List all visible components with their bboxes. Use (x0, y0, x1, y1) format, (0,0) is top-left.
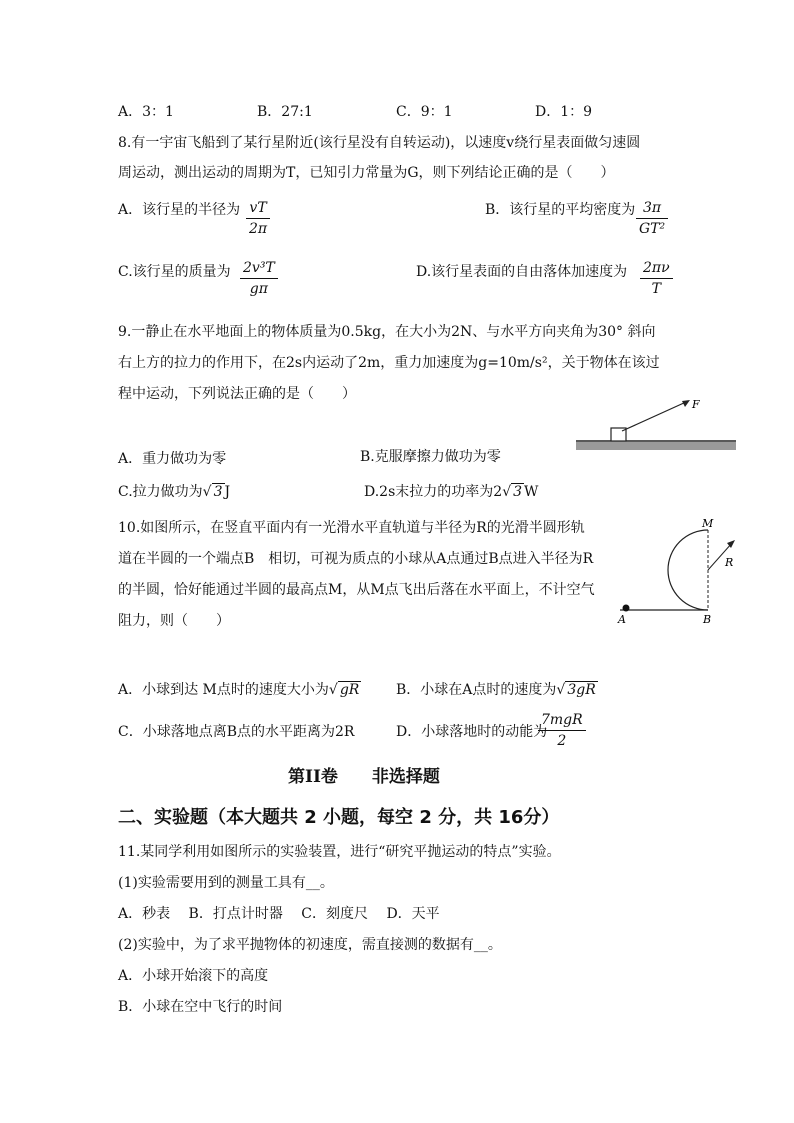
section-ii-title: 第II卷 非选择题 (288, 767, 440, 787)
q10-d-denominator: 2 (538, 730, 586, 751)
q10-stem-line4: 阻力，则（ ） (118, 613, 230, 629)
q8-option-d-label: D.该行星表面的自由落体加速度为 (416, 264, 628, 280)
ground-hatching (576, 442, 736, 450)
q10-a-radicand: gR (339, 682, 360, 698)
q8-option-b-fraction (636, 198, 668, 239)
q8-b-denominator: GT² (636, 218, 668, 239)
q9-d-radicand: 3 (513, 484, 523, 500)
label-r: R (725, 556, 734, 569)
q10-figure-semicircle-track (612, 515, 762, 630)
q10-stem-line2: 道在半圆的一个端点B 相切，可视为质点的小球从A点通过B点进入半径为R (118, 551, 594, 567)
q9-c-prefix: C.拉力做功为 (118, 484, 203, 500)
section-experiment-title: 二、实验题（本大题共 2 小题，每空 2 分，共 16分） (118, 807, 560, 828)
q7-option-b: B．27:1 (257, 104, 313, 120)
q10-option-d-label: D．小球落地时的动能为 (396, 724, 548, 740)
q9-stem-line2: 右上方的拉力的作用下，在2s内运动了2m，重力加速度为g=10m/s²，关于物体在该过 (118, 355, 660, 371)
q11-sub1: (1)实验需要用到的测量工具有__。 (118, 875, 334, 891)
q9-option-c (118, 482, 230, 502)
q8-option-a-label: A．该行星的半径为 (118, 202, 241, 218)
q7-option-c: C．9：1 (396, 104, 453, 120)
q10-b-sqrt: √ 3gR (556, 682, 596, 698)
q8-c-numerator: 2v³T (243, 260, 275, 276)
label-b: B (703, 613, 712, 626)
q9-stem-line3: 程中运动，下列说法正确的是（ ） (118, 386, 356, 402)
q8-stem-line1: 8.有一宇宙飞船到了某行星附近(该行星没有自转运动)，以速度v绕行星表面做匀速圆 (118, 135, 641, 151)
force-arrow (622, 402, 686, 431)
q9-d-unit: W (524, 484, 539, 500)
q9-stem-line1: 9.一静止在水平地面上的物体质量为0.5kg，在大小为2N、与水平方向夹角为30° 斜向 (118, 324, 656, 340)
q9-option-b: B.克服摩擦力做功为零 (360, 449, 501, 465)
q9-option-a: A．重力做功为零 (118, 451, 227, 467)
q11-sub1-options: A．秒表 B．打点计时器 C．刻度尺 D．天平 (118, 906, 440, 922)
q8-option-d-fraction (640, 258, 673, 299)
q11-stem: 11.某同学利用如图所示的实验装置，进行“研究平抛运动的特点”实验。 (118, 844, 561, 860)
q11-sub2-option-b: B．小球在空中飞行的时间 (118, 999, 283, 1015)
q10-option-b (396, 680, 598, 700)
q8-option-c-label: C.该行星的质量为 (118, 264, 231, 280)
q10-a-sqrt: √ gR (328, 682, 360, 698)
q8-b-numerator: 3π (643, 200, 662, 216)
q10-option-a (118, 680, 361, 700)
q7-option-a: A．3：1 (118, 104, 174, 120)
q8-d-numerator: 2πν (643, 260, 670, 276)
q10-stem-line1: 10.如图所示，在竖直平面内有一光滑水平直轨道与半径为R的光滑半圆形轨 (118, 520, 585, 536)
q10-stem-line3: 的半圆，恰好能通过半圆的最高点M，从M点飞出后落在水平面上，不计空气 (118, 582, 595, 598)
q10-option-d-fraction (538, 710, 586, 751)
semicircle-track (668, 530, 708, 610)
q8-c-denominator: gπ (240, 278, 278, 299)
q9-c-sqrt: √ 3 (202, 484, 223, 500)
force-label-f: F (692, 398, 700, 411)
q11-sub2-option-a: A．小球开始滚下的高度 (118, 968, 269, 984)
q8-stem-line2: 周运动，测出运动的周期为T，已知引力常量为G，则下列结论正确的是（ ） (118, 165, 615, 181)
label-m: M (702, 517, 714, 530)
q9-option-d (364, 482, 538, 502)
q8-a-denominator: 2π (246, 218, 270, 239)
q11-sub2: (2)实验中，为了求平抛物体的初速度，需直接测的数据有__。 (118, 937, 502, 953)
q10-b-prefix: B．小球在A点时的速度为 (396, 682, 557, 698)
ball (623, 605, 630, 612)
q10-option-c: C．小球落地点离B点的水平距离为2R (118, 724, 355, 740)
q7-option-d: D．1：9 (535, 104, 593, 120)
q8-a-numerator: vT (249, 200, 267, 216)
q8-option-b-label: B．该行星的平均密度为 (485, 202, 636, 218)
q8-d-denominator: T (640, 278, 673, 299)
q9-c-unit: J (224, 484, 231, 500)
q8-option-a-fraction (246, 198, 270, 239)
q10-d-numerator: 7mgR (541, 712, 583, 728)
q9-d-sqrt: √ 3 (502, 484, 523, 500)
q8-option-c-fraction (240, 258, 278, 299)
q9-d-prefix: D.2s末拉力的功率为2 (364, 484, 503, 500)
q9-c-radicand: 3 (213, 484, 223, 500)
q9-figure-block-on-ground (574, 392, 738, 462)
q10-b-radicand: 3gR (567, 682, 596, 698)
q10-a-prefix: A．小球到达 M点时的速度大小为 (118, 682, 329, 698)
label-a: A (618, 613, 626, 626)
